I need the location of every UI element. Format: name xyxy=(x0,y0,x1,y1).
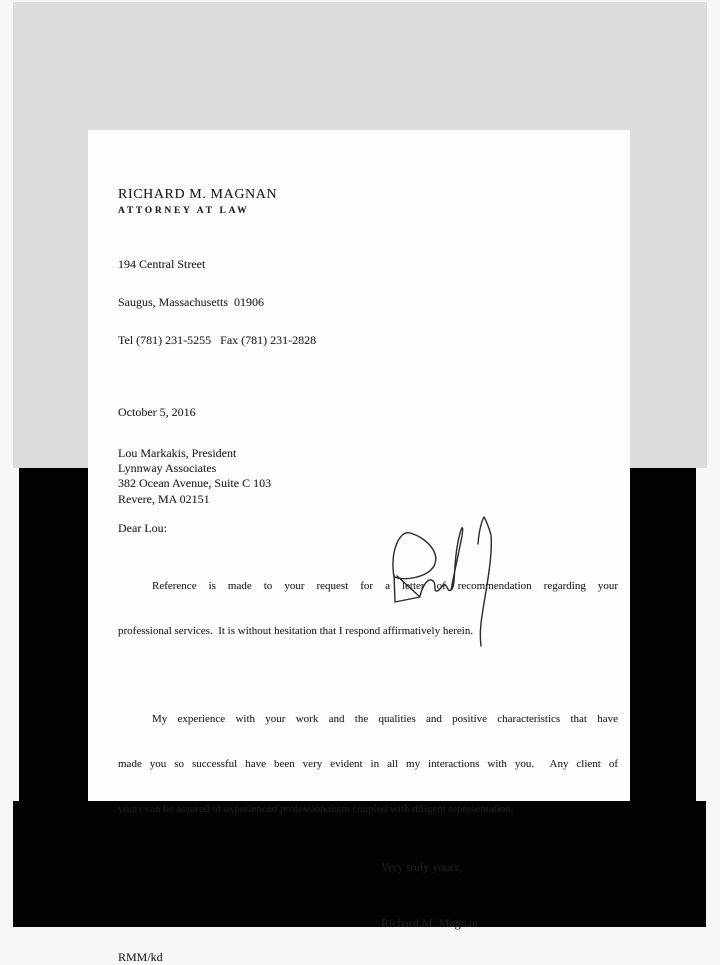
body-paragraph-1 xyxy=(118,549,618,669)
letterhead-title: ATTORNEY AT LAW xyxy=(118,206,250,216)
paragraph-line: professional services. It is without hesitation that I respond affirmatively herein. xyxy=(118,624,474,637)
valediction: Very truly yours, xyxy=(381,859,462,874)
recipient-line: Lynnway Associates xyxy=(118,461,217,476)
paragraph-line: Reference is made to your request for a letter of recommendation regarding your xyxy=(152,579,618,592)
letter-page xyxy=(88,130,630,964)
paragraph-line: yours can be assured of experienced professionalism coupled with diligent representation. xyxy=(118,802,514,815)
letterhead-address-line2: Saugus, Massachusetts 01906 xyxy=(118,294,264,309)
recipient-address-block xyxy=(118,446,618,507)
letter-date: October 5, 2016 xyxy=(118,404,196,419)
paragraph-line: My experience with your work and the qualities and positive characteristics that have xyxy=(152,712,618,725)
recipient-line: 382 Ocean Avenue, Suite C 103 xyxy=(118,476,272,491)
letterhead-address-block xyxy=(118,232,618,373)
body-paragraph-2 xyxy=(118,682,618,847)
recipient-line: Lou Markakis, President xyxy=(118,445,237,460)
letterhead-name: RICHARD M. MAGNAN xyxy=(118,187,278,202)
reference-initials: RMM/kd xyxy=(118,949,163,964)
letterhead-contact-line: Tel (781) 231-5255 Fax (781) 231-2828 xyxy=(118,333,317,348)
signer-typed-name: Richard M. Magnan xyxy=(381,915,478,930)
paragraph-line: made you so successful have been very evident in all my interactions with you. Any client of xyxy=(118,757,618,770)
salutation: Dear Lou: xyxy=(118,520,167,535)
recipient-line: Revere, MA 02151 xyxy=(118,491,210,506)
letterhead-address-line1: 194 Central Street xyxy=(118,256,206,271)
